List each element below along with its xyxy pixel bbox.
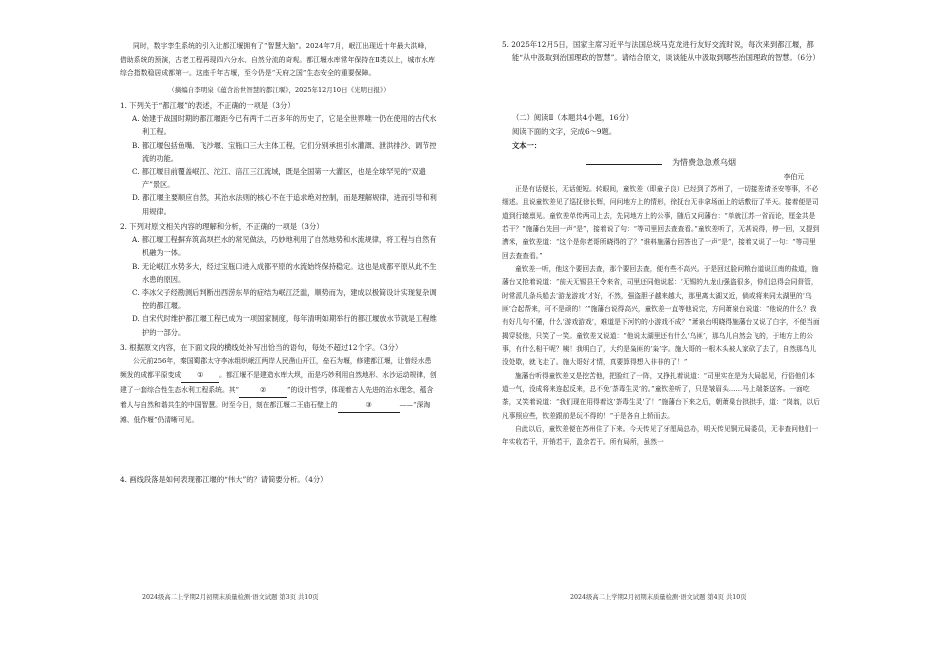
story-paragraph: 自此以后，童钦差便在苏州住了下来。今天传见了牙厘局总办，明天传见铜元局委员，无非查问他们一年实收若干，开销若干，盈余若干。所有局所，虽然一 [502,425,819,447]
q3-text-c: ”的设计哲学，体现着古人先进的治水理念，蕴含着人与自然和谐共生的中国智慧。时至今日，刻在都江堰二王庙石壁上的 [120,386,434,410]
blank-3[interactable]: ③ [338,398,400,413]
q2-stem: 2. 下列对原文相关内容的理解和分析，不正确的一项是（3分） [120,221,324,231]
left-column [120,40,438,487]
blank-2[interactable]: ② [239,383,287,398]
question-4 [120,473,438,486]
q1-option-c: C. 都江堰目前覆盖岷江、沱江、涪江三江流域，既是全国第一大灌区，也是全球罕见的“双遗产”景区。 [132,167,426,190]
left-footer: 2024级高二上学期2月初期末质量检测·语文试题 第3页 共10页 [142,594,319,601]
right-column [502,38,820,450]
q3-passage [120,354,438,427]
q1-option-a: A. 始建于战国时期的都江堰距今已有两千二百多年的历史了，它是全世界唯一仍在使用的古代水利工程。 [132,114,437,137]
q3-stem: 3. 根据原文内容，在下面文段的横线处补写出恰当的语句，每处不超过12个字。（3分） [120,342,403,352]
story-paragraph: 正是有话便长，无话便短。转眼间，童钦差（即童子良）已经到了苏州了，一切接差请圣安等事，不必细述。且说童钦差见了巡抚徐长辉，问问地方上的情形，徐抚台无非拿场面上的话敷衍了半天。接着便是司道到行辕禀见。童钦差单传两司上去，先同地方上的公事，随后又问藩台：“单就江苏一省而论，厘金共是若干？”施藩台先回一声“是”，接着说了句：“等司里回去查查看。”童钦差听了，无甚说得，停一回，又提到漕米，童钦差道：“这个是你老哥所晓得的了？”谁料施藩台回答也了一声“是”，接着又说了一句：“等司里回去查查看。” [502,184,820,260]
q1-stem: 1. 下列关于“都江堰”的表述，不正确的一项是（3分） [120,100,295,110]
q2-option-c: C. 李冰父子经勘测后判断出西涝东旱的症结为岷江泛滥，顺势而为，建成以极简设计实现复杂调控的都江堰。 [132,288,437,311]
question-3 [120,341,438,427]
q3-text-a: 公元前256年，秦国蜀郡太守李冰组织岷江两岸人民凿山开江，垒石为堰，修建都江堰，让曾经水患频发的成都平原变成 [120,357,432,380]
right-page [475,0,950,646]
q1-option-d: D. 都江堰主要顺应自然，其治水法则的核心不在于追求绝对控制，而是理解规律，进而引导和利用规律。 [132,193,437,216]
text-label: 文本一： [512,140,542,150]
passage-end: 同时，数字孪生系统的引入让都江堰拥有了“智慧大脑”。2024年7月，岷江出现近十年最大洪峰，借助系统的预演，古老工程再现四六分水、自然分流的奇观。都江堰水库常年保持在Ⅱ类以上，城市水库综合指数稳居成都第一。这座千年古堰，至今仍是“天府之国”生态安全的重要保障。 [120,42,436,78]
q3-text-b: 。都江堰不是建造水库大坝，而是巧妙利用自然地形、水沙运动规律，创建了一套综合性生态水利工程系统。其“ [120,371,437,395]
source-citation: （摘编自李明泉《蕴含治世智慧的都江堰》，2025年12月10日《光明日报》） [168,85,390,94]
q2-option-b: B. 无论岷江水势多大，经过宝瓶口进入成都平原的水流始终保持稳定。这也是成都平原从此不生水患的原因。 [132,261,437,284]
q5-stem: 5. 2025年12月5日，国家主席习近平与法国总统马克龙进行友好交流时说，每次来到都江堰，都能“从中汲取到治国理政的智慧”。请结合原文，谈谈能从中汲取到哪些治国理政的智慧。（6分） [502,40,820,63]
q1-option-b: B. 都江堰包括鱼嘴、飞沙堰、宝瓶口三大主体工程，它们分别承担引水灌溉、泄洪排沙、调节控流的功能。 [132,140,437,163]
instruction: 阅读下面的文字，完成6～9题。 [512,126,617,136]
q2-option-a: A. 都江堰工程摒弃筑高坝拦水的常见做法，巧妙地利用了自然地势和水流规律，将工程与自然有机融为一体。 [132,235,437,258]
story-paragraph: 施藩台听得童钦差又是挖苦他，把脸红了一阵，又挣扎着说道：“司里实在是为大局起见，行俗他们本道一气，没成将来连起反来，总不免‘荼毒生灵’的。”童钦差听了，只是皱眉头……马上端茶送客。一面吃茶，又笑着说道：“我们现在用得着这‘荼毒生灵’了！”施藩台下来之后，朝萧臬台拱拱手，道：“岗翁，以后凡事照应些，钦差跟前是玩不得的！”于是各自上轿而去。 [502,371,820,420]
section-header: （二）阅读Ⅱ（本题共4小题，16分） [512,112,634,122]
story-paragraph: 童钦差一听，他这个要回去查，那个要回去查，便有些不高兴。于是回过脸问粮台道说江南的盐道，施藩台又抢着说道：“前天无锡县王令来省，司里还同他说起：‘无锡的九龙山强盗很多，你们总得会同督管，时常派几条兵船去‘游龙游戏’才好，不然，强盗胆子越来越大，那里离太湖又近，倘或将来同太湖里的‘乌匪’合起帮来，可不是顽的！’”施藩台说得高兴，童钦差一直等他说完，方问萧泉台说道：“他说的什么？我有好几句不懂，什么‘游戏游戏’，难道是下河钓的小游戏不成？”萧泉台明晓得施藩台又说了白字，不便当面揭穿驳他，只笑了一笑。童钦差又说道：“他说太湖里还有什么‘乌匪’，那乌儿自然会飞的，于地方上的公事，有什么相干呢？咦！我明白了，大约是枭匪的‘枭’字。施大哥的一根木头被人家砍了去了，自然那鸟儿没处歇，就飞走了。施大哥好才情，真要算得想入非非的了！” [502,264,820,367]
story-author: 李伯元 [783,172,804,181]
story-title: 为惜费急急煮乌烟 [672,157,736,167]
blank-1[interactable]: ① [181,368,219,383]
q4-stem: 4. 画线段落是如何表现都江堰的“伟大”的？请简要分析。（4分） [120,475,328,485]
title-blank[interactable] [586,155,662,165]
q3-text-d: ——“深淘滩、低作堰”仍清晰可见。 [120,401,431,425]
story-title-row [502,155,820,171]
question-1 [120,99,438,218]
q2-option-d: D. 自宋代时维护都江堰工程已成为一项国家制度，每年清明如期举行的都江堰放水节就是工程维护的一部分。 [132,314,437,337]
question-2 [120,220,438,339]
right-footer: 2024级高二上学期2月初期末质量检测·语文试题 第4页 共10页 [570,594,747,601]
